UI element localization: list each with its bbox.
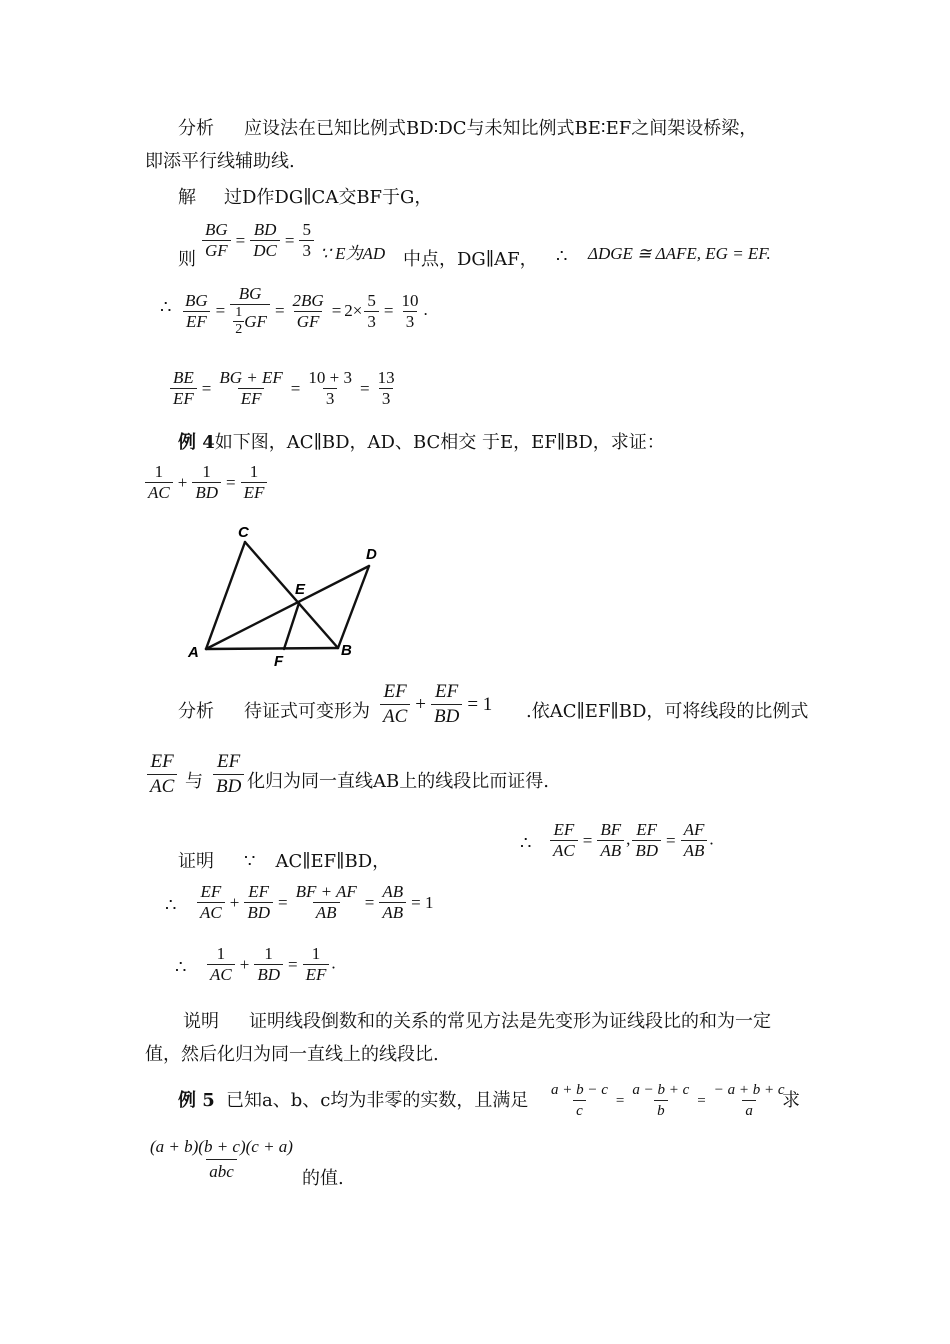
solution-label: 解 — [178, 187, 196, 208]
segment-ab — [206, 648, 338, 649]
example4-analysis-text-3: 化归为同一直线AB上的线段比而证得. — [247, 771, 549, 792]
target-expression: $\frac{(a + b)(b + c)(c + a)}{\text{abc}}$ — [145, 1135, 298, 1184]
example5-label: 例 5 — [178, 1090, 215, 1111]
transformed-equation: $\frac{EF}{AC}$ + $\frac{EF}{BD}$ = 1 — [378, 680, 495, 729]
analysis-label: 分析 — [178, 118, 214, 139]
because-e-midpoint: ∵ E为AD — [320, 244, 386, 263]
given-equalities: $\frac{a + b - c}{c}$ = $\frac{a - b + c}{b}$ = $\frac{- a + b + c}{a}$ — [551, 1082, 785, 1119]
proof-label: 证明 — [178, 851, 214, 872]
note-label: 说明 — [183, 1011, 219, 1032]
analysis-text-2: 即添平行线辅助线. — [145, 151, 295, 172]
label-d: D — [366, 546, 377, 563]
label-b: B — [341, 642, 352, 659]
example4-analysis-text-1: 待证式可变形为 — [244, 701, 370, 722]
ask-text: 求 — [782, 1090, 800, 1111]
proof-line — [178, 850, 390, 874]
label-e: E — [295, 581, 306, 598]
example4-text: 如下图，AC∥BD，AD、BC相交 于E，EF∥BD，求证： — [214, 432, 665, 453]
goal-equation: $\frac{1}{AC}$ + $\frac{1}{BD}$ = $\frac{1}{EF}$ — [143, 462, 269, 503]
note-text-1: 证明线段倒数和的关系的常见方法是先变形为证线段比的和为一定 — [249, 1011, 771, 1032]
ratio-expression: $\frac{BG}{GF}$ = $\frac{BD}{DC}$ = $\frac{5}{3}$ — [200, 220, 316, 261]
proof-text: AC∥EF∥BD， — [275, 851, 391, 872]
segment-ef — [284, 603, 299, 649]
example4-line — [178, 431, 665, 455]
because-symbol: ∵ — [244, 851, 256, 872]
therefore-symbol: ∴ — [556, 246, 568, 267]
and-text: 与 — [185, 771, 203, 792]
note-line-1 — [183, 1010, 771, 1034]
label-f: F — [274, 653, 284, 670]
example4-label: 例 4 — [178, 432, 215, 453]
analysis-line-2 — [145, 150, 295, 174]
congruence-statement: ΔDGE ≅ ΔAFE, EG = EF. — [588, 244, 771, 263]
example4-analysis-label: 分析 — [178, 701, 214, 722]
example5-tail: 的值. — [302, 1168, 344, 1189]
midpoint-text: 中点，DG∥AF， — [403, 249, 538, 270]
analysis-line-1 — [178, 117, 757, 141]
then-label: 则 — [178, 249, 196, 270]
segment-cb — [245, 542, 338, 648]
therefore-symbol-2: ∴ — [160, 297, 172, 318]
conclusion-equation: $\frac{1}{AC}$ + $\frac{1}{BD}$ = $\frac{1}{EF}$ . — [205, 944, 336, 985]
analysis-text-1: 应设法在已知比例式BD∶DC与未知比例式BE∶EF之间架设桥梁， — [244, 118, 758, 139]
example5-text: 已知a、b、c均为非零的实数，且满足 — [226, 1090, 529, 1111]
ratio-chain: $\frac{BG}{EF}$ = BG 1 2 GF = $\frac{2BG}{GF}$ = 2× $\frac{5}{3}$ = $\frac{10}{3}$ . — [180, 284, 428, 338]
ratio-ef-bd: $\frac{EF}{BD}$ — [211, 750, 246, 799]
parallel-ratios: $\frac{EF}{AC}$ = $\frac{BF}{AB}$ , $\frac{EF}{BD}$ = $\frac{AF}{AB}$ . — [548, 820, 714, 861]
solution-text: 过D作DG∥CA交BF于G， — [224, 187, 433, 208]
therefore-symbol-5: ∴ — [175, 957, 187, 978]
label-c: C — [238, 524, 249, 541]
sum-expression: $\frac{EF}{AC}$ + $\frac{EF}{BD}$ = $\frac{BF + AF}{AB}$ = $\frac{AB}{AB}$ = 1 — [195, 882, 437, 923]
ratio-ef-ac: $\frac{EF}{AC}$ — [145, 750, 179, 799]
therefore-symbol-3: ∴ — [520, 833, 532, 854]
solution-line — [178, 186, 432, 210]
note-line-2 — [145, 1043, 439, 1067]
note-text-2: 值，然后化归为同一直线上的线段比. — [145, 1044, 439, 1065]
therefore-symbol-4: ∴ — [165, 895, 177, 916]
example4-analysis-text-2: .依AC∥EF∥BD，可将线段的比例式 — [526, 701, 809, 722]
final-ratio: $\frac{BE}{EF}$ = $\frac{BG + EF}{EF}$ = $\frac{10 + 3}{3}$ = $\frac{13}{3}$ — [168, 368, 400, 409]
geometry-figure — [180, 522, 390, 672]
label-a: A — [188, 644, 199, 661]
